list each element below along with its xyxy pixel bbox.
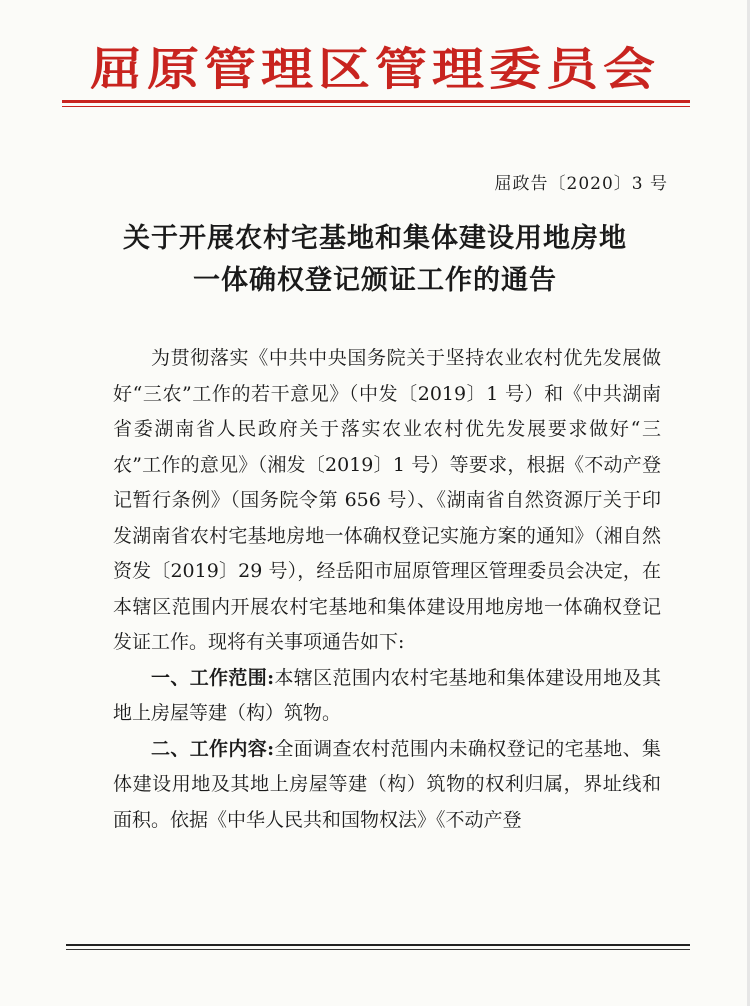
document-title-line-1: 关于开展农村宅基地和集体建设用地房地 <box>123 223 627 254</box>
section-1-text: 本辖区范围内农村宅基地和集体建设用地及其地上房屋等建（构）筑物。 <box>113 666 661 724</box>
intro-paragraph: 为贯彻落实《中共中央国务院关于坚持农业农村优先发展做好“三农”工作的若干意见》（中发〔2019〕1 号）和《中共湖南省委湖南省人民政府关于落实农业农村优先发展要求做好“三农”工作的意见》（湘发〔2019〕1 号）等要求，根据《不动产登记暂行条例》（国务院令第 656 号）、《湖南省自然资源厅关于印发湖南省农村宅基地房地一体确权登记实施方案的通知》（湘自然资发〔2019〕29 号），经岳阳市屈原管理区管理委员会决定，在本辖区范围内开展农村宅基地和集体建设用地房地一体确权登记发证工作。现将有关事项通告如下: <box>113 347 661 653</box>
letterhead-divider-thin <box>62 106 690 107</box>
letterhead-title: 屈原管理区管理委员会 <box>89 43 660 96</box>
footer-divider-thin <box>66 949 690 950</box>
letterhead-divider-thick <box>62 100 690 103</box>
document-number: 屈政告〔2020〕3 号 <box>494 174 668 194</box>
section-2-text: 全面调查农村范围内未确权登记的宅基地、集体建设用地及其地上房屋等建（构）筑物的权利归属，界址线和面积。依据《中华人民共和国物权法》《不动产登 <box>113 737 661 831</box>
section-1-title: 一、工作范围: <box>151 666 275 689</box>
section-1-paragraph <box>113 661 661 732</box>
document-title <box>60 218 690 302</box>
section-2-paragraph <box>113 732 661 839</box>
document-title-line-2: 一体确权登记颁证工作的通告 <box>193 265 557 296</box>
section-2-title: 二、工作内容: <box>151 737 275 760</box>
document-body <box>113 341 661 838</box>
footer-divider-thick <box>66 944 690 946</box>
